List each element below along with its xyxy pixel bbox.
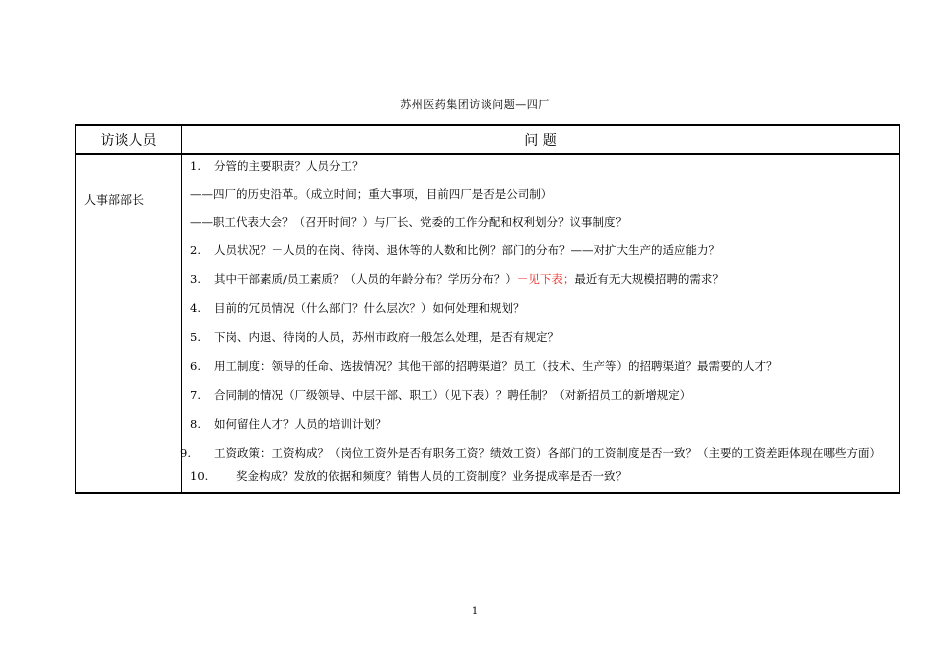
question-number: 5.	[190, 330, 201, 344]
question-text-tail: 最近有无大规模招聘的需求？	[574, 272, 724, 286]
question-number: 10.	[190, 469, 209, 483]
question-number: 7.	[190, 388, 201, 402]
question-item	[190, 386, 893, 405]
question-number: 8.	[190, 417, 201, 431]
question-number: 1.	[190, 159, 201, 173]
question-item	[190, 270, 893, 289]
question-text: 用工制度：领导的任命、选拔情况？其他干部的招聘渠道？员工（技术、生产等）的招聘渠道？最需要的人才？	[214, 359, 778, 373]
question-text: ——四厂的历史沿革。（成立时间；重大事项，目前四厂是否是公司制）	[190, 187, 553, 201]
table-header-row	[76, 125, 900, 154]
question-text: 人员状况？－人员的在岗、待岗、退休等的人数和比例？部门的分布？——对扩大生产的适应能力？	[214, 243, 720, 257]
question-number: 2.	[190, 243, 201, 257]
document-title: 苏州医药集团访谈问题—四厂	[400, 98, 550, 111]
question-item	[190, 415, 893, 434]
interviewee-cell	[76, 154, 182, 493]
page-number: 1	[471, 606, 479, 617]
question-text: 工资政策：工资构成？（岗位工资外是否有职务工资？绩效工资）各部门的工资制度是否一致？（主要的工资差距体现在哪些方面）	[214, 446, 881, 460]
question-text: ——职工代表大会？（召开时间？）与厂长、党委的工作分配和权利划分？议事制度？	[190, 215, 627, 229]
question-item	[180, 444, 893, 463]
question-number: 4.	[190, 301, 201, 315]
header-question: 问 题	[182, 125, 900, 154]
question-number: 9.	[180, 446, 191, 460]
question-list	[182, 155, 899, 492]
header-interviewee: 访谈人员	[76, 125, 182, 154]
question-item	[190, 241, 893, 260]
questions-cell	[182, 154, 900, 493]
question-item	[190, 185, 893, 204]
question-item	[190, 357, 893, 376]
question-text: 目前的冗员情况（什么部门？什么层次？）如何处理和规划？	[214, 301, 525, 315]
table-row	[76, 154, 900, 493]
question-text: 其中干部素质/员工素质？（人员的年龄分布？学历分布？）	[214, 272, 517, 286]
see-table-note: －见下表；	[516, 272, 575, 286]
question-text: 奖金构成？发放的依据和频度？销售人员的工资制度？业务提成率是否一致？	[236, 469, 627, 483]
question-number: 3.	[190, 272, 201, 286]
question-text: 合同制的情况（厂级领导、中层干部、职工）（见下表）？聘任制？（对新招员工的新增规定）	[214, 388, 692, 402]
interviewee-name: 人事部部长	[84, 193, 145, 207]
question-text: 下岗、内退、待岗的人员，苏州市政府一般怎么处理，是否有规定？	[214, 330, 559, 344]
question-text: 如何留住人才？人员的培训计划？	[214, 417, 387, 431]
interview-table	[75, 124, 900, 494]
question-number: 6.	[190, 359, 201, 373]
question-item	[190, 328, 893, 347]
question-item	[190, 213, 893, 232]
question-text: 分管的主要职责？人员分工？	[214, 159, 364, 173]
question-item	[190, 299, 893, 318]
question-item	[190, 467, 893, 486]
question-item	[190, 157, 893, 176]
